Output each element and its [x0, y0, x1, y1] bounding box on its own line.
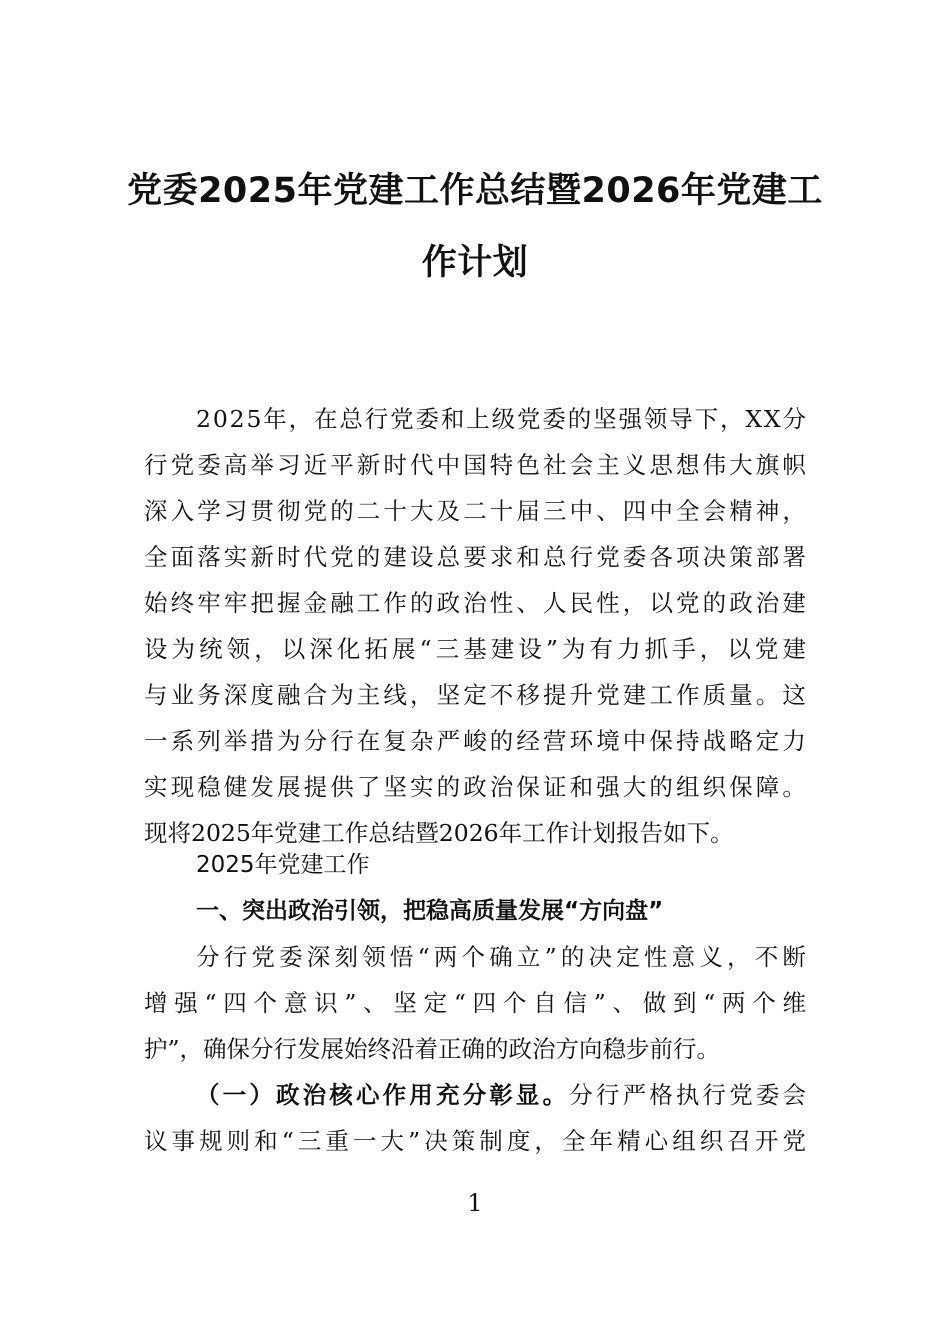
intro-line: 现将2025年党建工作总结暨2026年工作计划报告如下。 — [144, 819, 734, 847]
intro-line: 设为统领，以深化拓展“三基建设”为有力抓手，以党建 — [144, 635, 811, 663]
intro-line: 深入学习贯彻党的二十大及二十届三中、四中全会精神， — [144, 497, 809, 525]
page-number: 1 — [467, 1189, 483, 1217]
sub1-label: （一）政治核心作用充分彰显。 — [196, 1081, 570, 1109]
intro-paragraph — [144, 396, 811, 856]
part1-line: 分行党委深刻领悟“两个确立”的决定性意义，不断 — [196, 943, 811, 971]
intro-line: 与业务深度融合为主线，坚定不移提升党建工作质量。这 — [144, 681, 809, 709]
sub1-text: 分行严格执行党委会 — [569, 1081, 810, 1109]
document-title-line-1: 党委2025年党建工作总结暨2026年党建工 — [127, 171, 823, 211]
part1-paragraph — [144, 934, 813, 1072]
intro-line: 全面落实新时代党的建设总要求和总行党委各项决策部署 — [144, 543, 809, 571]
intro-line: 2025年，在总行党委和上级党委的坚强领导下，XX分 — [196, 405, 808, 433]
intro-line: 一系列举措为分行在复杂严峻的经营环境中保持战略定力 — [144, 727, 809, 755]
document-title-line-2: 作计划 — [421, 243, 529, 283]
part1-line: 护”，确保分行发展始终沿着正确的政治方向稳步前行。 — [144, 1035, 721, 1063]
sub1-line-1 — [144, 1072, 810, 1118]
sub1-paragraph — [144, 1072, 811, 1164]
intro-line: 行党委高举习近平新时代中国特色社会主义思想伟大旗帜 — [144, 451, 809, 479]
intro-line: 实现稳健发展提供了坚实的政治保证和强大的组织保障。 — [144, 773, 809, 801]
intro-line: 始终牢牢把握金融工作的政治性、人民性，以党的政治建 — [144, 589, 809, 617]
section-heading: 2025年党建工作 — [196, 852, 370, 878]
sub1-line-2: 议事规则和“三重一大”决策制度，全年精心组织召开党 — [144, 1127, 811, 1155]
part1-heading: 一、突出政治引领，把稳高质量发展“方向盘” — [196, 898, 664, 924]
part1-line: 增强“四个意识”、坚定“四个自信”、做到“两个维 — [144, 989, 813, 1017]
